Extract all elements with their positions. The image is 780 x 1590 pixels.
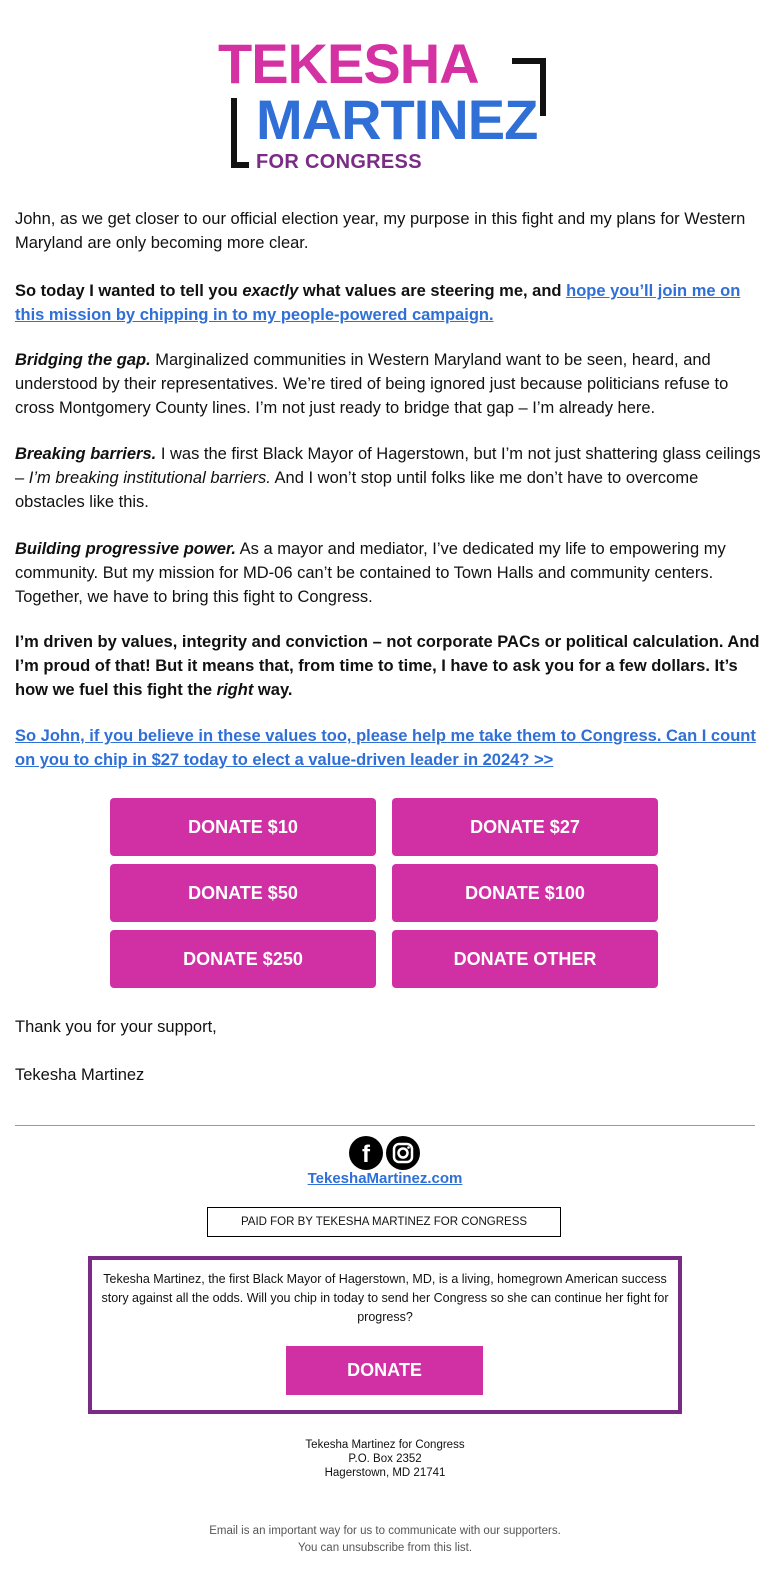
paragraph-driven: I’m driven by values, integrity and conviction – not corporate PACs or political calculation. And I’m proud of that! But it means that, from time to time, I have to ask you for a few dollars. It’s how we fuel this fight the right way. bbox=[15, 633, 760, 699]
footer-notice bbox=[0, 1523, 770, 1557]
paid-for-disclaimer: PAID FOR BY TEKESHA MARTINEZ FOR CONGRESS bbox=[207, 1207, 561, 1237]
donate-50-button[interactable]: DONATE $50 bbox=[110, 864, 376, 922]
chip-in-link[interactable]: hope you’ll join me on this mission by chipping in to my people-powered campaign. bbox=[15, 282, 741, 324]
chip-in-27-link[interactable]: So John, if you believe in these values too, please help me take them to Congress. Can I count on you to chip in $27 today to elect a value-driven leader in 2024? >> bbox=[15, 727, 756, 769]
promo-box bbox=[88, 1256, 682, 1414]
logo-last-name: MARTINEZ bbox=[256, 88, 538, 151]
svg-text:f: f bbox=[362, 1141, 370, 1168]
donate-27-button[interactable]: DONATE $27 bbox=[392, 798, 658, 856]
instagram-icon[interactable] bbox=[386, 1136, 420, 1170]
logo-tagline: FOR CONGRESS bbox=[256, 151, 422, 173]
promo-text: Tekesha Martinez, the first Black Mayor of Hagerstown, MD, is a living, homegrown American success story against all the odds. Will you chip in today to send her Congress so she can continue her fight for progress? bbox=[101, 1272, 669, 1324]
footer-divider bbox=[15, 1125, 755, 1126]
paragraph-bridging: Bridging the gap. Marginalized communities in Western Maryland want to be seen, heard, and understood by their representatives. We’re tired of being ignored just because politicians refuse to cross Montgomery County lines. I’m not just ready to bridge that gap – I’m already here. bbox=[15, 351, 729, 417]
paragraph-values: So today I wanted to tell you exactly what values are steering me, and hope you’ll join me on this mission by chipping in to my people-powered campaign. bbox=[15, 282, 741, 324]
donate-10-button[interactable]: DONATE $10 bbox=[110, 798, 376, 856]
paragraph-breaking: Breaking barriers. I was the first Black Mayor of Hagerstown, but I’m not just shattering glass ceilings – I’m breaking institutional barriers. And I won’t stop until folks like me don’t have to overcome obstacles like this. bbox=[15, 445, 761, 511]
donate-other-button[interactable]: DONATE OTHER bbox=[392, 930, 658, 988]
facebook-icon[interactable] bbox=[349, 1136, 383, 1170]
address-line-3: Hagerstown, MD 21741 bbox=[324, 1467, 446, 1479]
campaign-logo bbox=[218, 32, 562, 176]
donate-100-button[interactable]: DONATE $100 bbox=[392, 864, 658, 922]
address-line-2: P.O. Box 2352 bbox=[348, 1453, 422, 1465]
website-link-row bbox=[0, 1170, 770, 1187]
paragraph-ask bbox=[15, 724, 765, 772]
paragraph-intro: John, as we get closer to our official election year, my purpose in this fight and my plans for Western Maryland are only becoming more clear. bbox=[15, 210, 746, 252]
website-link[interactable]: TekeshaMartinez.com bbox=[307, 1170, 463, 1187]
unsubscribe-link[interactable]: unsubscribe bbox=[342, 1542, 405, 1554]
mailing-address bbox=[0, 1438, 770, 1480]
signoff-name: Tekesha Martinez bbox=[15, 1066, 145, 1084]
signoff-thanks: Thank you for your support, bbox=[15, 1018, 217, 1036]
footer-notice-line-2: You can unsubscribe from this list. bbox=[297, 1542, 473, 1554]
logo-first-name: TEKESHA bbox=[218, 32, 479, 95]
footer-notice-line-1: Email is an important way for us to communicate with our supporters. bbox=[209, 1525, 561, 1537]
paragraph-building: Building progressive power. As a mayor and mediator, I’ve dedicated my life to empowering my community. But my mission for MD-06 can’t be contained to Town Halls and community centers. Together, we have to bring this fight to Congress. bbox=[15, 540, 726, 606]
donate-250-button[interactable]: DONATE $250 bbox=[110, 930, 376, 988]
address-line-1: Tekesha Martinez for Congress bbox=[305, 1439, 465, 1451]
logo-bracket-left bbox=[231, 98, 249, 168]
promo-donate-button[interactable]: DONATE bbox=[286, 1346, 483, 1395]
